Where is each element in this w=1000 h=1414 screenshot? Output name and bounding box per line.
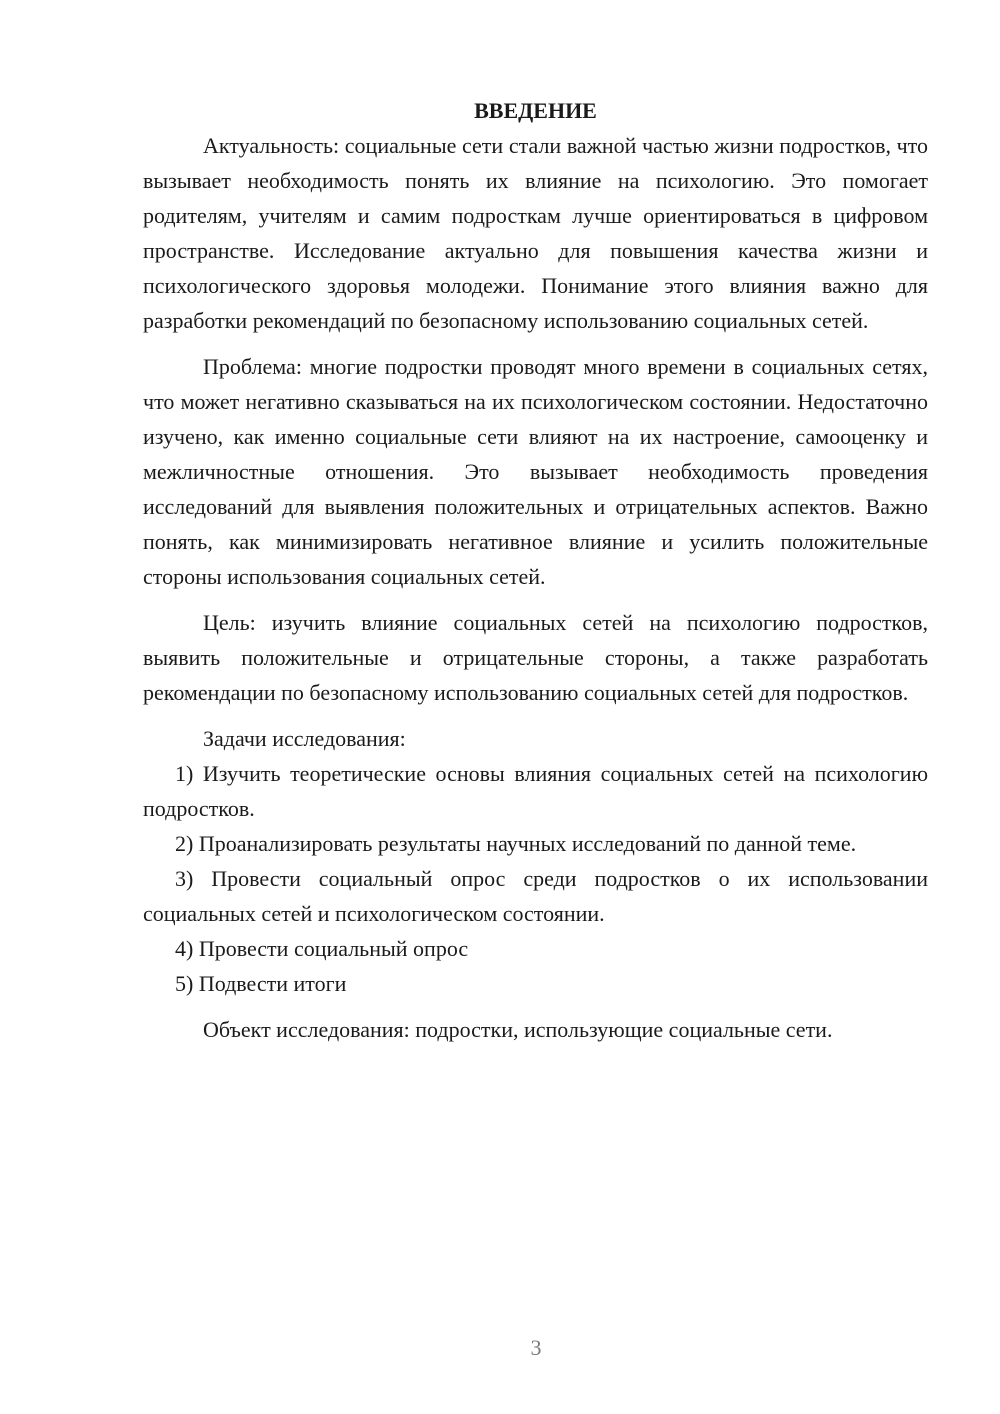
task-item: 5) Подвести итоги xyxy=(175,971,347,996)
page-content xyxy=(143,93,928,1047)
task-item: 1) Изучить теоретические основы влияния социальных сетей на психологию подростков. xyxy=(143,761,928,821)
tasks-title: Задачи исследования: xyxy=(203,726,406,751)
relevance-paragraph: Актуальность: социальные сети стали важной частью жизни подростков, что вызывает необходимость понять их влияние на психологию. Это помогает родителям, учителям и самим подросткам лучше ориентироваться в цифровом пространстве. Исследование актуально для повышения качества жизни и психологического здоровья молодежи. Понимание этого влияния важно для разработки рекомендаций по безопасному использованию социальных сетей. xyxy=(143,133,928,333)
goal-paragraph: Цель: изучить влияние социальных сетей на психологию подростков, выявить положительные и отрицательные стороны, а также разработать рекомендации по безопасному использованию социальных сетей для подростков. xyxy=(143,610,928,705)
task-item: 2) Проанализировать результаты научных исследований по данной теме. xyxy=(175,831,857,856)
page-number: 3 xyxy=(530,1335,542,1360)
problem-paragraph: Проблема: многие подростки проводят много времени в социальных сетях, что может негативно сказываться на их психологическом состоянии. Недостаточно изучено, как именно социальные сети влияют на их настроение, самооценку и межличностные отношения. Это вызывает необходимость проведения исследований для выявления положительных и отрицательных аспектов. Важно понять, как минимизировать негативное влияние и усилить положительные стороны использования социальных сетей. xyxy=(143,354,928,589)
task-item: 4) Провести социальный опрос xyxy=(175,936,469,961)
task-item: 3) Провести социальный опрос среди подростков о их использовании социальных сетей и психологическом состоянии. xyxy=(143,866,928,926)
section-heading: ВВЕДЕНИЕ xyxy=(474,98,597,123)
object-paragraph: Объект исследования: подростки, использующие социальные сети. xyxy=(203,1017,833,1042)
